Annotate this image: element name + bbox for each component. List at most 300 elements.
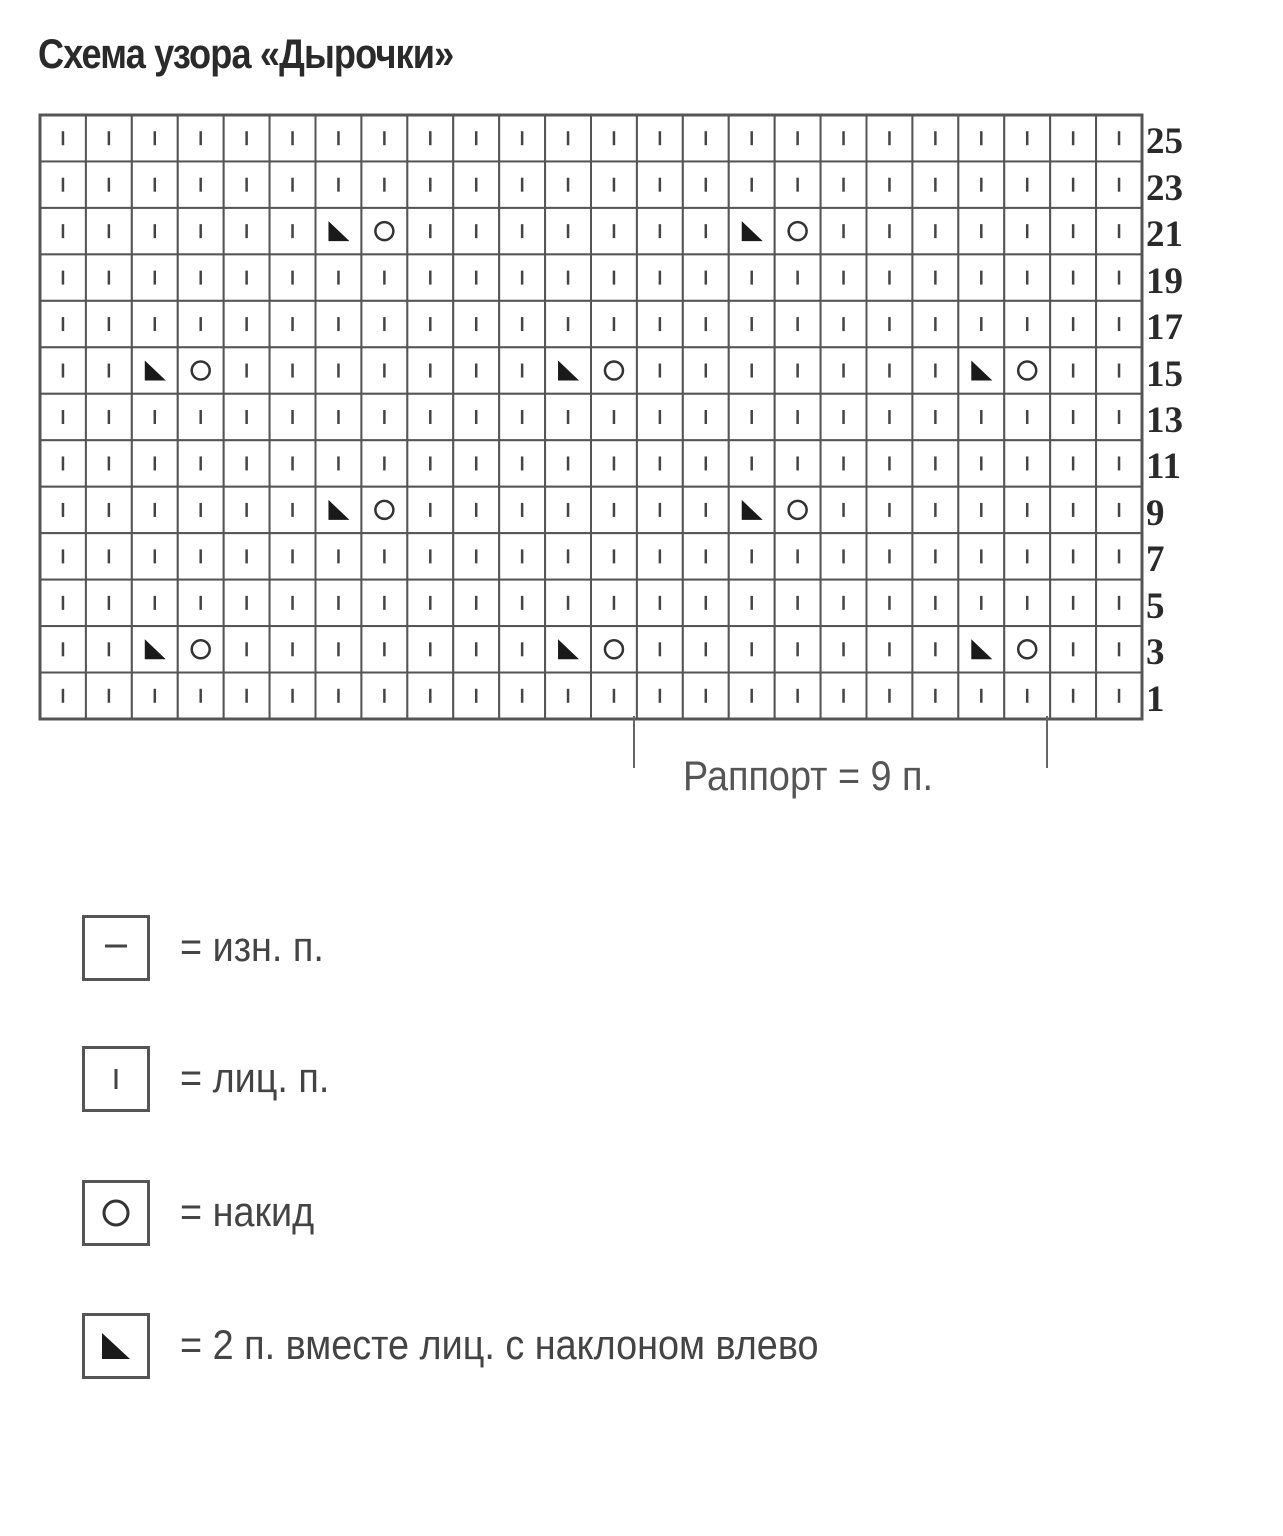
row-number: 5 — [1146, 585, 1165, 627]
chart-cell-knit — [545, 254, 591, 300]
chart-cell-knit — [821, 440, 867, 486]
chart-cell-knit — [224, 115, 270, 161]
chart-cell-knit — [1050, 626, 1096, 672]
chart-cell-k2tog-left — [545, 626, 591, 672]
chart-cell-knit — [683, 208, 729, 254]
chart-cell-knit — [270, 208, 316, 254]
chart-cell-yarn-over — [591, 626, 637, 672]
chart-cell-knit — [912, 626, 958, 672]
chart-cell-knit — [1050, 394, 1096, 440]
chart-cell-knit — [407, 161, 453, 207]
chart-cell-knit — [683, 487, 729, 533]
row-number: 25 — [1146, 121, 1183, 163]
chart-cell-knit — [453, 115, 499, 161]
chart-cell-knit — [224, 208, 270, 254]
chart-cell-knit — [453, 487, 499, 533]
chart-cell-knit — [867, 115, 913, 161]
chart-cell-knit — [178, 487, 224, 533]
chart-cell-knit — [224, 161, 270, 207]
chart-cell-knit — [912, 161, 958, 207]
chart-svg — [38, 113, 1144, 721]
chart-cell-knit — [1050, 673, 1096, 719]
chart-cell-knit — [912, 533, 958, 579]
chart-cell-knit — [1004, 533, 1050, 579]
row-number: 13 — [1146, 400, 1183, 441]
chart-cell-knit — [545, 394, 591, 440]
chart-cell-knit — [1004, 161, 1050, 207]
chart-cell-knit — [453, 208, 499, 254]
chart-cell-knit — [270, 254, 316, 300]
chart-cell-knit — [178, 533, 224, 579]
chart-cell-knit — [729, 394, 775, 440]
legend-text-k2tog-left: = 2 п. вместе лиц. с наклоном влево — [180, 1321, 819, 1368]
chart-cell-knit — [591, 533, 637, 579]
chart-cell-knit — [637, 208, 683, 254]
chart-cell-knit — [1096, 487, 1142, 533]
chart-cell-knit — [637, 580, 683, 626]
chart-cell-knit — [453, 440, 499, 486]
chart-cell-knit — [224, 487, 270, 533]
chart-cell-knit — [499, 487, 545, 533]
chart-cell-knit — [1050, 487, 1096, 533]
chart-cell-knit — [132, 440, 178, 486]
chart-cell-knit — [361, 533, 407, 579]
chart-cell-knit — [591, 161, 637, 207]
chart-cell-knit — [40, 533, 86, 579]
chart-cell-knit — [637, 115, 683, 161]
chart-cell-knit — [958, 115, 1004, 161]
chart-cell-knit — [775, 161, 821, 207]
chart-cell-knit — [545, 440, 591, 486]
chart-cell-knit — [132, 301, 178, 347]
chart-cell-knit — [224, 673, 270, 719]
chart-cell-knit — [912, 394, 958, 440]
chart-cell-knit — [316, 347, 362, 393]
rapport-label: Раппорт = 9 п. — [683, 752, 934, 799]
chart-cell-knit — [729, 161, 775, 207]
chart-cell-knit — [912, 673, 958, 719]
knitting-chart-grid — [38, 113, 1144, 726]
chart-cell-knit — [821, 254, 867, 300]
chart-cell-knit — [958, 440, 1004, 486]
chart-cell-yarn-over — [591, 347, 637, 393]
chart-cell-knit — [912, 301, 958, 347]
chart-cell-knit — [86, 533, 132, 579]
chart-cell-knit — [224, 254, 270, 300]
chart-cell-knit — [86, 208, 132, 254]
chart-cell-k2tog-left — [729, 487, 775, 533]
chart-cell-knit — [637, 673, 683, 719]
row-number: 11 — [1146, 446, 1181, 488]
chart-cell-knit — [729, 673, 775, 719]
chart-cell-k2tog-left — [316, 208, 362, 254]
chart-cell-knit — [361, 673, 407, 719]
chart-cell-knit — [637, 254, 683, 300]
chart-cell-knit — [637, 347, 683, 393]
chart-cell-knit — [407, 487, 453, 533]
chart-cell-knit — [40, 487, 86, 533]
chart-cell-knit — [499, 673, 545, 719]
chart-cell-knit — [637, 533, 683, 579]
chart-cell-knit — [86, 440, 132, 486]
row-number: 15 — [1146, 353, 1183, 395]
chart-cell-knit — [407, 533, 453, 579]
chart-cell-knit — [1096, 533, 1142, 579]
chart-cell-knit — [316, 394, 362, 440]
chart-cell-knit — [683, 115, 729, 161]
chart-cell-knit — [729, 254, 775, 300]
chart-cell-knit — [178, 254, 224, 300]
chart-cell-knit — [316, 580, 362, 626]
chart-cell-k2tog-left — [132, 347, 178, 393]
chart-cell-knit — [224, 533, 270, 579]
chart-cell-knit — [270, 394, 316, 440]
chart-cell-knit — [729, 301, 775, 347]
chart-cell-knit — [821, 394, 867, 440]
chart-cell-knit — [1004, 440, 1050, 486]
chart-cell-knit — [683, 440, 729, 486]
chart-cell-knit — [270, 580, 316, 626]
chart-cell-knit — [270, 301, 316, 347]
chart-cell-knit — [407, 673, 453, 719]
chart-cell-knit — [178, 301, 224, 347]
chart-cell-knit — [958, 254, 1004, 300]
chart-cell-knit — [270, 626, 316, 672]
chart-cell-knit — [545, 487, 591, 533]
chart-cell-knit — [86, 161, 132, 207]
chart-cell-knit — [316, 626, 362, 672]
chart-cell-knit — [1004, 487, 1050, 533]
chart-cell-knit — [453, 533, 499, 579]
chart-cell-knit — [1004, 208, 1050, 254]
chart-cell-yarn-over — [1004, 626, 1050, 672]
chart-cell-knit — [637, 440, 683, 486]
chart-cell-knit — [1050, 301, 1096, 347]
chart-cell-knit — [453, 347, 499, 393]
chart-cell-knit — [361, 301, 407, 347]
chart-cell-yarn-over — [775, 487, 821, 533]
chart-cell-knit — [1096, 673, 1142, 719]
chart-cell-knit — [1004, 301, 1050, 347]
chart-cell-knit — [958, 208, 1004, 254]
chart-cell-knit — [178, 208, 224, 254]
chart-cell-knit — [407, 115, 453, 161]
chart-cell-knit — [132, 673, 178, 719]
chart-cell-knit — [912, 208, 958, 254]
chart-cell-knit — [683, 626, 729, 672]
chart-cell-k2tog-left — [132, 626, 178, 672]
chart-cell-knit — [407, 208, 453, 254]
chart-cell-knit — [499, 161, 545, 207]
chart-cell-knit — [683, 673, 729, 719]
chart-cell-knit — [499, 301, 545, 347]
chart-cell-knit — [1096, 254, 1142, 300]
chart-cell-k2tog-left — [729, 208, 775, 254]
chart-cell-knit — [453, 254, 499, 300]
chart-cell-knit — [86, 394, 132, 440]
chart-cell-knit — [1050, 440, 1096, 486]
chart-cell-knit — [407, 301, 453, 347]
chart-cell-knit — [1050, 347, 1096, 393]
chart-cell-knit — [1096, 626, 1142, 672]
chart-cell-knit — [729, 626, 775, 672]
chart-cell-knit — [821, 487, 867, 533]
chart-cell-knit — [1096, 347, 1142, 393]
chart-cell-knit — [867, 626, 913, 672]
chart-cell-knit — [591, 580, 637, 626]
row-number: 1 — [1146, 678, 1165, 720]
chart-cell-knit — [132, 580, 178, 626]
chart-cell-knit — [224, 440, 270, 486]
chart-cell-knit — [1004, 254, 1050, 300]
chart-cell-knit — [224, 580, 270, 626]
chart-cell-knit — [224, 626, 270, 672]
chart-cell-knit — [86, 254, 132, 300]
chart-cell-knit — [453, 161, 499, 207]
chart-cell-knit — [178, 394, 224, 440]
chart-cell-knit — [40, 580, 86, 626]
chart-cell-yarn-over — [361, 208, 407, 254]
chart-cell-knit — [1050, 115, 1096, 161]
chart-cell-yarn-over — [775, 208, 821, 254]
chart-cell-knit — [637, 301, 683, 347]
legend-text-yarn-over: = накид — [180, 1188, 315, 1235]
rapport-end-line — [1046, 716, 1048, 768]
chart-cell-knit — [867, 533, 913, 579]
chart-cell-knit — [545, 208, 591, 254]
chart-cell-knit — [407, 254, 453, 300]
chart-cell-knit — [1050, 208, 1096, 254]
chart-cell-knit — [499, 347, 545, 393]
chart-cell-knit — [545, 115, 591, 161]
chart-cell-yarn-over — [178, 626, 224, 672]
chart-cell-knit — [775, 673, 821, 719]
chart-cell-knit — [453, 673, 499, 719]
chart-cell-knit — [867, 208, 913, 254]
chart-cell-knit — [499, 115, 545, 161]
chart-cell-knit — [775, 115, 821, 161]
chart-cell-knit — [867, 254, 913, 300]
chart-cell-knit — [86, 347, 132, 393]
chart-cell-knit — [958, 161, 1004, 207]
chart-cell-knit — [40, 440, 86, 486]
chart-cell-knit — [867, 347, 913, 393]
chart-title: Схема узора «Дырочки» — [38, 30, 454, 77]
chart-cell-knit — [958, 394, 1004, 440]
chart-cell-knit — [40, 394, 86, 440]
chart-cell-knit — [224, 301, 270, 347]
chart-cell-knit — [867, 580, 913, 626]
chart-cell-knit — [821, 533, 867, 579]
chart-cell-knit — [270, 115, 316, 161]
chart-cell-knit — [1050, 254, 1096, 300]
chart-cell-knit — [361, 626, 407, 672]
chart-cell-knit — [499, 440, 545, 486]
chart-cell-knit — [1004, 673, 1050, 719]
chart-cell-knit — [912, 115, 958, 161]
chart-cell-knit — [361, 115, 407, 161]
chart-cell-yarn-over — [361, 487, 407, 533]
chart-cell-knit — [316, 301, 362, 347]
chart-cell-knit — [683, 254, 729, 300]
chart-cell-knit — [407, 394, 453, 440]
chart-cell-knit — [637, 394, 683, 440]
chart-cell-knit — [1096, 394, 1142, 440]
chart-cell-knit — [499, 580, 545, 626]
chart-cell-knit — [821, 208, 867, 254]
chart-cell-knit — [637, 487, 683, 533]
chart-cell-knit — [591, 208, 637, 254]
chart-cell-knit — [361, 580, 407, 626]
chart-cell-knit — [912, 254, 958, 300]
chart-cell-knit — [407, 580, 453, 626]
chart-cell-knit — [270, 161, 316, 207]
chart-cell-knit — [316, 533, 362, 579]
chart-cell-knit — [316, 673, 362, 719]
chart-cell-yarn-over — [178, 347, 224, 393]
chart-cell-knit — [821, 580, 867, 626]
chart-cell-knit — [729, 580, 775, 626]
chart-cell-knit — [316, 161, 362, 207]
chart-cell-k2tog-left — [316, 487, 362, 533]
purl-icon — [82, 915, 150, 981]
chart-cell-knit — [867, 161, 913, 207]
chart-cell-knit — [591, 487, 637, 533]
chart-cell-knit — [821, 673, 867, 719]
chart-cell-knit — [637, 626, 683, 672]
chart-cell-knit — [40, 115, 86, 161]
chart-cell-knit — [958, 301, 1004, 347]
chart-cell-knit — [775, 440, 821, 486]
chart-cell-knit — [729, 115, 775, 161]
chart-cell-knit — [775, 347, 821, 393]
chart-cell-knit — [545, 673, 591, 719]
chart-cell-knit — [591, 115, 637, 161]
chart-cell-knit — [178, 161, 224, 207]
chart-cell-knit — [453, 394, 499, 440]
chart-cell-knit — [867, 440, 913, 486]
chart-cell-knit — [683, 161, 729, 207]
chart-cell-knit — [912, 347, 958, 393]
chart-cell-knit — [86, 626, 132, 672]
chart-cell-knit — [867, 394, 913, 440]
chart-cell-knit — [40, 347, 86, 393]
chart-cell-k2tog-left — [545, 347, 591, 393]
chart-cell-knit — [683, 394, 729, 440]
chart-cell-knit — [821, 115, 867, 161]
legend-text-purl: = изн. п. — [180, 923, 324, 970]
chart-cell-knit — [637, 161, 683, 207]
chart-cell-knit — [1096, 208, 1142, 254]
chart-cell-knit — [591, 673, 637, 719]
chart-cell-knit — [912, 580, 958, 626]
chart-cell-knit — [132, 533, 178, 579]
chart-cell-k2tog-left — [958, 347, 1004, 393]
row-number: 19 — [1146, 260, 1183, 302]
chart-cell-knit — [361, 254, 407, 300]
chart-cell-knit — [270, 487, 316, 533]
chart-cell-knit — [867, 673, 913, 719]
chart-cell-knit — [545, 161, 591, 207]
chart-cell-knit — [407, 347, 453, 393]
row-number: 23 — [1146, 167, 1183, 209]
chart-cell-knit — [867, 301, 913, 347]
chart-cell-knit — [270, 347, 316, 393]
chart-cell-knit — [591, 254, 637, 300]
chart-cell-knit — [958, 533, 1004, 579]
chart-cell-knit — [132, 487, 178, 533]
chart-cell-knit — [132, 208, 178, 254]
chart-cell-knit — [958, 580, 1004, 626]
chart-cell-knit — [86, 487, 132, 533]
chart-cell-knit — [86, 115, 132, 161]
chart-cell-knit — [361, 394, 407, 440]
row-number: 3 — [1146, 632, 1165, 674]
chart-cell-knit — [407, 440, 453, 486]
chart-cell-knit — [867, 487, 913, 533]
chart-cell-knit — [316, 440, 362, 486]
chart-cell-knit — [775, 580, 821, 626]
chart-cell-knit — [1004, 580, 1050, 626]
chart-cell-knit — [270, 533, 316, 579]
chart-cell-knit — [499, 208, 545, 254]
chart-cell-knit — [453, 301, 499, 347]
chart-cell-knit — [1050, 161, 1096, 207]
chart-cell-knit — [499, 394, 545, 440]
rapport-start-line — [633, 716, 635, 768]
chart-cell-knit — [1096, 440, 1142, 486]
chart-cell-knit — [270, 673, 316, 719]
chart-cell-knit — [361, 161, 407, 207]
chart-cell-knit — [591, 394, 637, 440]
chart-cell-knit — [453, 626, 499, 672]
chart-cell-knit — [729, 347, 775, 393]
chart-cell-knit — [270, 440, 316, 486]
knit-icon — [82, 1046, 150, 1112]
chart-cell-knit — [40, 673, 86, 719]
row-number: 9 — [1146, 492, 1165, 534]
chart-cell-knit — [821, 161, 867, 207]
chart-cell-knit — [86, 673, 132, 719]
chart-cell-knit — [683, 347, 729, 393]
row-number: 7 — [1146, 539, 1165, 581]
chart-cell-knit — [821, 626, 867, 672]
chart-cell-knit — [775, 254, 821, 300]
chart-cell-knit — [1096, 580, 1142, 626]
chart-cell-knit — [178, 580, 224, 626]
chart-cell-knit — [775, 301, 821, 347]
chart-cell-knit — [821, 347, 867, 393]
chart-cell-knit — [683, 301, 729, 347]
chart-cell-knit — [958, 487, 1004, 533]
chart-cell-knit — [1096, 115, 1142, 161]
chart-cell-knit — [821, 301, 867, 347]
row-number: 17 — [1146, 307, 1183, 349]
chart-cell-knit — [224, 394, 270, 440]
chart-cell-knit — [224, 347, 270, 393]
chart-cell-knit — [407, 626, 453, 672]
chart-cell-knit — [912, 487, 958, 533]
chart-cell-knit — [132, 394, 178, 440]
chart-cell-knit — [958, 673, 1004, 719]
chart-cell-knit — [40, 208, 86, 254]
chart-cell-knit — [545, 301, 591, 347]
chart-cell-k2tog-left — [958, 626, 1004, 672]
chart-cell-knit — [499, 254, 545, 300]
chart-cell-knit — [912, 440, 958, 486]
chart-cell-yarn-over — [1004, 347, 1050, 393]
chart-cell-knit — [1050, 580, 1096, 626]
